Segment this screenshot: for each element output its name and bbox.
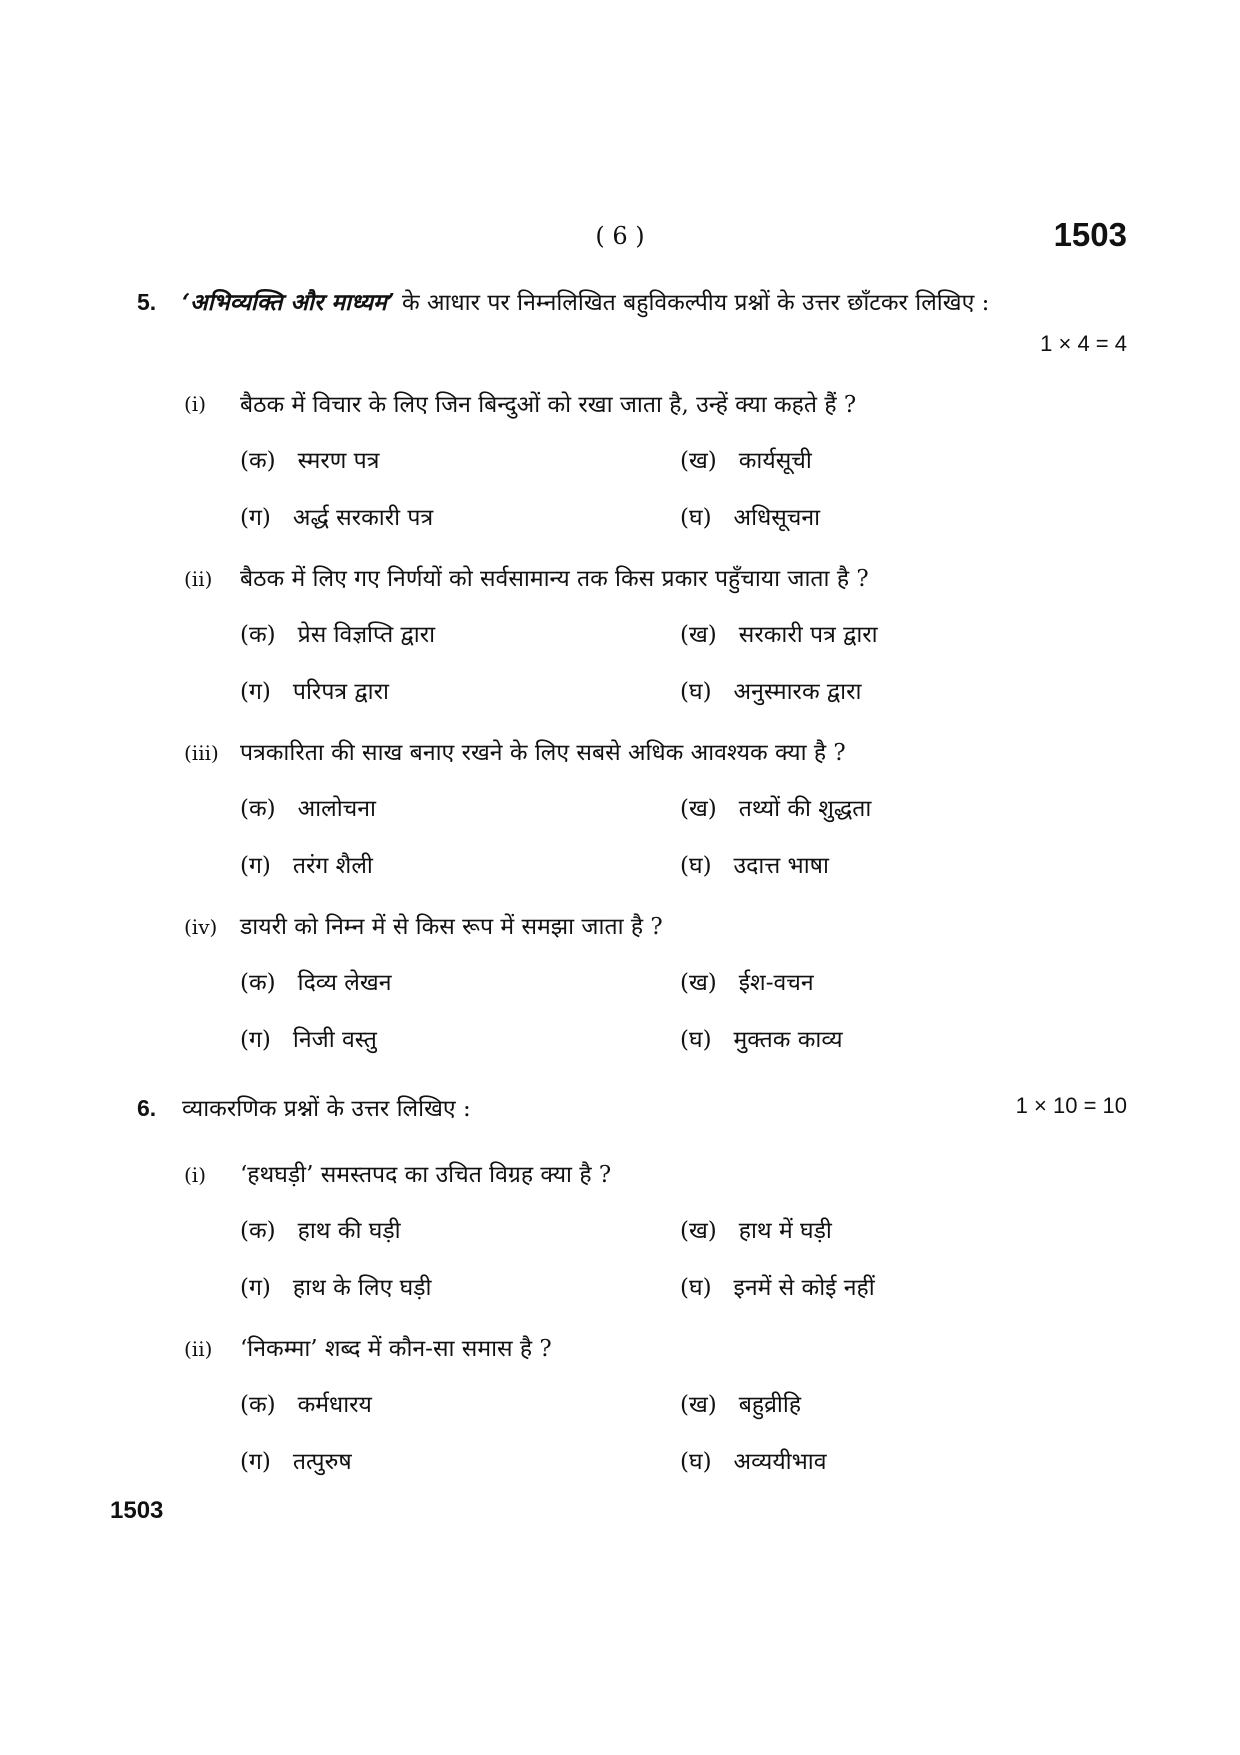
option-label: (ग) [240, 679, 271, 705]
option-label: (ग) [240, 505, 271, 531]
paper-code-footer: 1503 [110, 1497, 164, 1524]
option-label: (क) [240, 1392, 276, 1418]
question-number: 6. [137, 1095, 157, 1121]
option-gha [680, 848, 829, 880]
option-text: कर्मधारय [297, 1392, 372, 1418]
option-label: (ख) [680, 1392, 717, 1418]
option-label: (ख) [680, 622, 717, 648]
question-marks: 1 × 4 = 4 [1040, 331, 1127, 356]
option-ka [240, 791, 376, 823]
option-ka [240, 965, 392, 997]
option-label: (ग) [240, 1449, 271, 1475]
option-ka [240, 443, 379, 475]
option-ga [240, 500, 433, 532]
option-text: सरकारी पत्र द्वारा [738, 622, 878, 648]
option-kha [680, 965, 814, 997]
option-label: (घ) [680, 853, 712, 879]
option-label: (घ) [680, 679, 712, 705]
sub-question-text: ‘हथघड़ी’ समस्तपद का उचित विग्रह क्या है ? [240, 1162, 612, 1188]
sub-question-number: (ii) [184, 567, 213, 591]
option-text: तथ्यों की शुद्धता [738, 796, 872, 822]
page-number: ( 6 ) [595, 222, 645, 250]
question-text [182, 285, 989, 317]
option-text: मुक्तक काव्य [733, 1027, 843, 1053]
sub-question-text: बैठक में लिए गए निर्णयों को सर्वसामान्य तक किस प्रकार पहुँचाया जाता है ? [240, 566, 869, 592]
option-label: (क) [240, 1218, 276, 1244]
option-gha [680, 674, 861, 706]
option-ga [240, 674, 389, 706]
option-label: (क) [240, 796, 276, 822]
sub-question-text: ‘निकम्मा’ शब्द में कौन-सा समास है ? [240, 1336, 552, 1362]
option-kha [680, 617, 878, 649]
option-label: (क) [240, 448, 276, 474]
option-text: तत्पुरुष [292, 1449, 352, 1475]
option-label: (घ) [680, 1449, 712, 1475]
option-ga [240, 1022, 377, 1054]
option-kha [680, 1213, 832, 1245]
option-ga [240, 1270, 432, 1302]
option-label: (ख) [680, 448, 717, 474]
option-label: (ग) [240, 1275, 271, 1301]
option-gha [680, 1270, 875, 1302]
option-ka [240, 1387, 372, 1419]
option-text: परिपत्र द्वारा [292, 679, 389, 705]
option-ka [240, 1213, 401, 1245]
option-label: (घ) [680, 1275, 712, 1301]
option-gha [680, 500, 820, 532]
option-kha [680, 443, 812, 475]
option-text: ईश-वचन [738, 970, 814, 996]
question-instruction: व्याकरणिक प्रश्नों के उत्तर लिखिए : [182, 1096, 471, 1122]
sub-question-number: (iv) [184, 915, 218, 939]
paper-code-header: 1503 [1053, 216, 1127, 253]
sub-question-number: (i) [184, 1163, 207, 1187]
option-label: (क) [240, 970, 276, 996]
option-label: (ख) [680, 970, 717, 996]
option-text: हाथ के लिए घड़ी [292, 1275, 432, 1301]
question-number: 5. [137, 289, 157, 315]
sub-question-text: बैठक में विचार के लिए जिन बिन्दुओं को रखा जाता है, उन्हें क्या कहते हैं ? [240, 392, 857, 418]
option-text: आलोचना [297, 796, 377, 822]
sub-question-number: (ii) [184, 1337, 213, 1361]
option-gha [680, 1022, 843, 1054]
question-instruction: के आधार पर निम्नलिखित बहुविकल्पीय प्रश्नों के उत्तर छाँटकर लिखिए : [394, 290, 990, 316]
option-ka [240, 617, 435, 649]
option-text: उदात्त भाषा [733, 853, 829, 879]
sub-question-number: (i) [184, 392, 207, 416]
option-label: (ख) [680, 796, 717, 822]
option-label: (घ) [680, 1027, 712, 1053]
option-text: अनुस्मारक द्वारा [733, 679, 862, 705]
option-text: कार्यसूची [738, 448, 812, 474]
option-text: हाथ की घड़ी [297, 1218, 401, 1244]
option-ga [240, 1444, 352, 1476]
option-kha [680, 1387, 801, 1419]
option-text: निजी वस्तु [292, 1027, 377, 1053]
option-text: दिव्य लेखन [297, 970, 392, 996]
option-text: हाथ में घड़ी [738, 1218, 832, 1244]
option-ga [240, 848, 373, 880]
option-text: इनमें से कोई नहीं [733, 1275, 875, 1301]
option-label: (क) [240, 622, 276, 648]
option-label: (ख) [680, 1218, 717, 1244]
option-gha [680, 1444, 827, 1476]
option-text: तरंग शैली [292, 853, 373, 879]
option-text: प्रेस विज्ञप्ति द्वारा [297, 622, 436, 648]
option-text: अर्द्ध सरकारी पत्र [292, 505, 434, 531]
option-label: (घ) [680, 505, 712, 531]
option-text: बहुव्रीहि [738, 1392, 802, 1418]
question-reference-title: ‘अभिव्यक्ति और माध्यम’ [182, 289, 395, 316]
option-kha [680, 791, 871, 823]
option-label: (ग) [240, 853, 271, 879]
option-text: अधिसूचना [733, 505, 821, 531]
sub-question-text: डायरी को निम्न में से किस रूप में समझा जाता है ? [240, 914, 663, 940]
sub-question-number: (iii) [184, 741, 219, 765]
question-marks: 1 × 10 = 10 [1015, 1093, 1127, 1118]
sub-question-text: पत्रकारिता की साख बनाए रखने के लिए सबसे अधिक आवश्यक क्या है ? [240, 740, 846, 766]
option-text: अव्ययीभाव [733, 1449, 827, 1475]
option-text: स्मरण पत्र [297, 448, 380, 474]
option-label: (ग) [240, 1027, 271, 1053]
